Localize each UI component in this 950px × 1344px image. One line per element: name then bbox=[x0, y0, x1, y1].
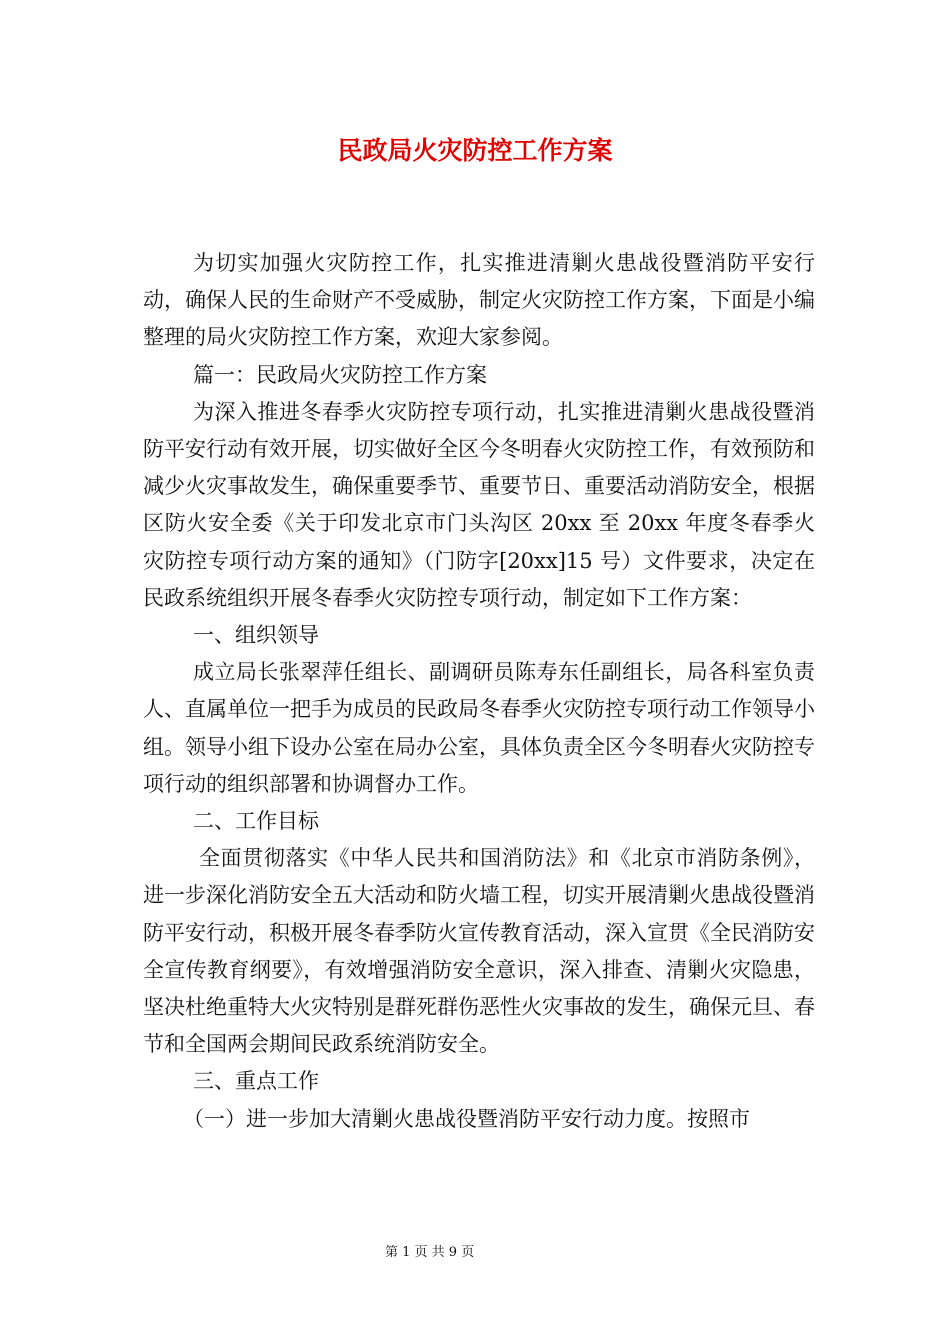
section-heading-key-work: 三、重点工作 bbox=[193, 1069, 319, 1094]
page-indicator: 第 1 页 共 9 页 bbox=[385, 1245, 475, 1260]
body-paragraph: 为深入推进冬春季火灾防控专项行动，扎实推进清剿火患战役暨消防平安行动有效开展，切实做好全区今冬明春火灾防控工作，有效预防和减少火灾事故发生，确保重要季节、重要节日、重要活动消防安全，根据区防火安全委《关于印发北京市门头沟区 20xx 至 20xx 年度冬春季火灾防控专项行动方案的通知》（门防字[20xx]15 号）文件要求，决定在民政系统组织开展冬春季火灾防控专项行动，制定如下工作方案： bbox=[143, 399, 815, 610]
document-body bbox=[143, 245, 815, 1138]
section-heading-goals: 二、工作目标 bbox=[193, 809, 319, 834]
body-paragraph: （一）进一步加大清剿火患战役暨消防平安行动力度。按照市 bbox=[183, 1106, 750, 1131]
body-paragraph: 成立局长张翠萍任组长、副调研员陈寿东任副组长，局各科室负责人、直属单位一把手为成员的民政局冬春季火灾防控专项行动工作领导小组。领导小组下设办公室在局办公室，具体负责全区今冬明春火灾防控专项行动的组织部署和协调督办工作。 bbox=[143, 660, 815, 796]
intro-paragraph: 为切实加强火灾防控工作，扎实推进清剿火患战役暨消防平安行动，确保人民的生命财产不受威胁，制定火灾防控工作方案，下面是小编整理的局火灾防控工作方案，欢迎大家参阅。 bbox=[143, 251, 815, 350]
section-heading-part-one: 篇一：民政局火灾防控工作方案 bbox=[193, 362, 487, 387]
document-title: 民政局火灾防控工作方案 bbox=[337, 136, 613, 165]
body-paragraph: 全面贯彻落实《中华人民共和国消防法》和《北京市消防条例》，进一步深化消防安全五大活动和防火墙工程，切实开展清剿火患战役暨消防平安行动，积极开展冬春季防火宣传教育活动，深入宣贯《全民消防安全宣传教育纲要》，有效增强消防安全意识，深入排查、清剿火灾隐患，坚决杜绝重特大火灾特别是群死群伤恶性火灾事故的发生，确保元旦、春节和全国两会期间民政系统消防安全。 bbox=[143, 846, 815, 1057]
section-heading-organization: 一、组织领导 bbox=[193, 623, 319, 648]
